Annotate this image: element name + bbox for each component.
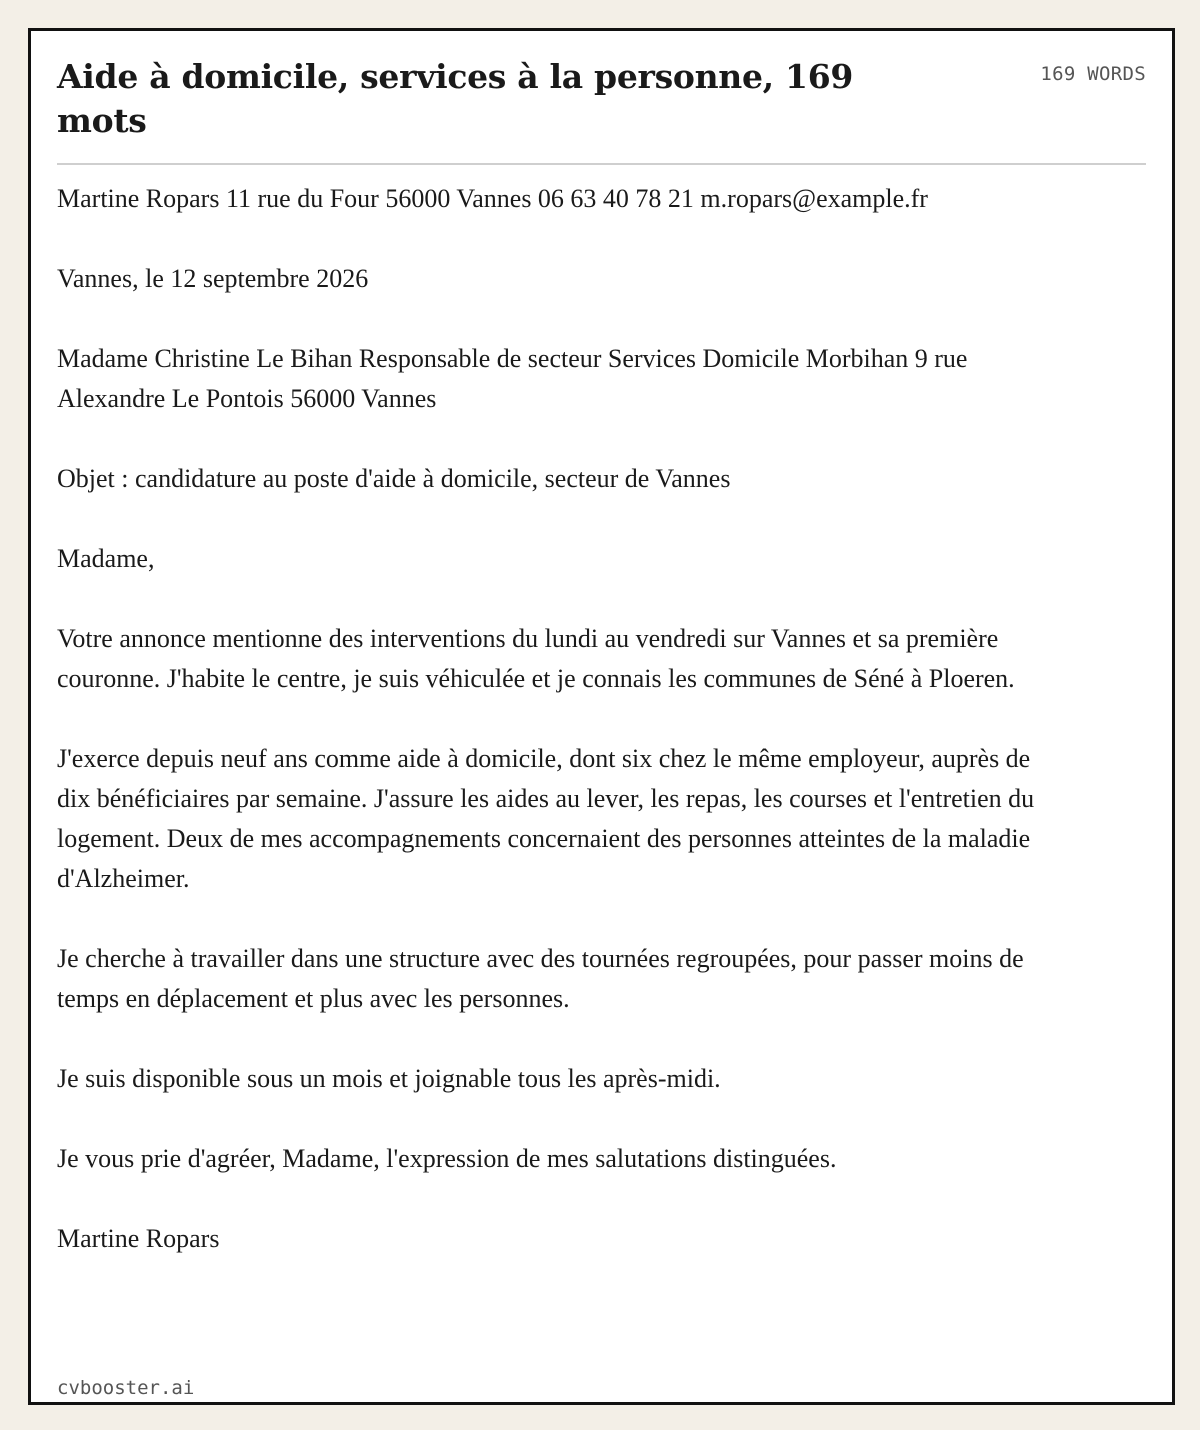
letter-card: [28, 28, 1175, 1405]
body-paragraph: J'exerce depuis neuf ans comme aide à domicile, dont six chez le même employeur, auprès de dix bénéficiaires par semaine. J'assure les aides au lever, les repas, les courses et l'entretien du logement. Deux de mes accompagnements concernaient des personnes atteintes de la maladie d'Alzheimer.: [57, 744, 1035, 893]
body-paragraph: Je suis disponible sous un mois et joignable tous les après-midi.: [57, 1064, 721, 1093]
page-title: Aide à domicile, services à la personne, 169 mots: [57, 57, 854, 140]
body-paragraph: Votre annonce mentionne des interventions du lundi au vendredi sur Vannes et sa première couronne. J'habite le centre, je suis véhiculée et je connais les communes de Séné à Ploeren.: [57, 624, 1015, 693]
sender-block: Martine Ropars 11 rue du Four 56000 Vannes 06 63 40 78 21 m.ropars@example.fr: [57, 184, 928, 213]
date-line: Vannes, le 12 septembre 2026: [57, 264, 369, 293]
word-count-badge: 169 WORDS: [1040, 63, 1146, 85]
salutation: Madame,: [57, 544, 155, 573]
signature: Martine Ropars: [57, 1224, 220, 1253]
recipient-block: Madame Christine Le Bihan Responsable de secteur Services Domicile Morbihan 9 rue Alexandre Le Pontois 56000 Vannes: [57, 344, 968, 413]
subject-line: Objet : candidature au poste d'aide à domicile, secteur de Vannes: [57, 464, 731, 493]
closing-formula: Je vous prie d'agréer, Madame, l'expression de mes salutations distinguées.: [57, 1144, 837, 1173]
letter-body: [57, 179, 1057, 1259]
footer-brand: cvbooster.ai: [57, 1377, 195, 1399]
letter-header: [57, 55, 1146, 165]
body-paragraph: Je cherche à travailler dans une structure avec des tournées regroupées, pour passer moins de temps en déplacement et plus avec les personnes.: [57, 944, 1024, 1013]
